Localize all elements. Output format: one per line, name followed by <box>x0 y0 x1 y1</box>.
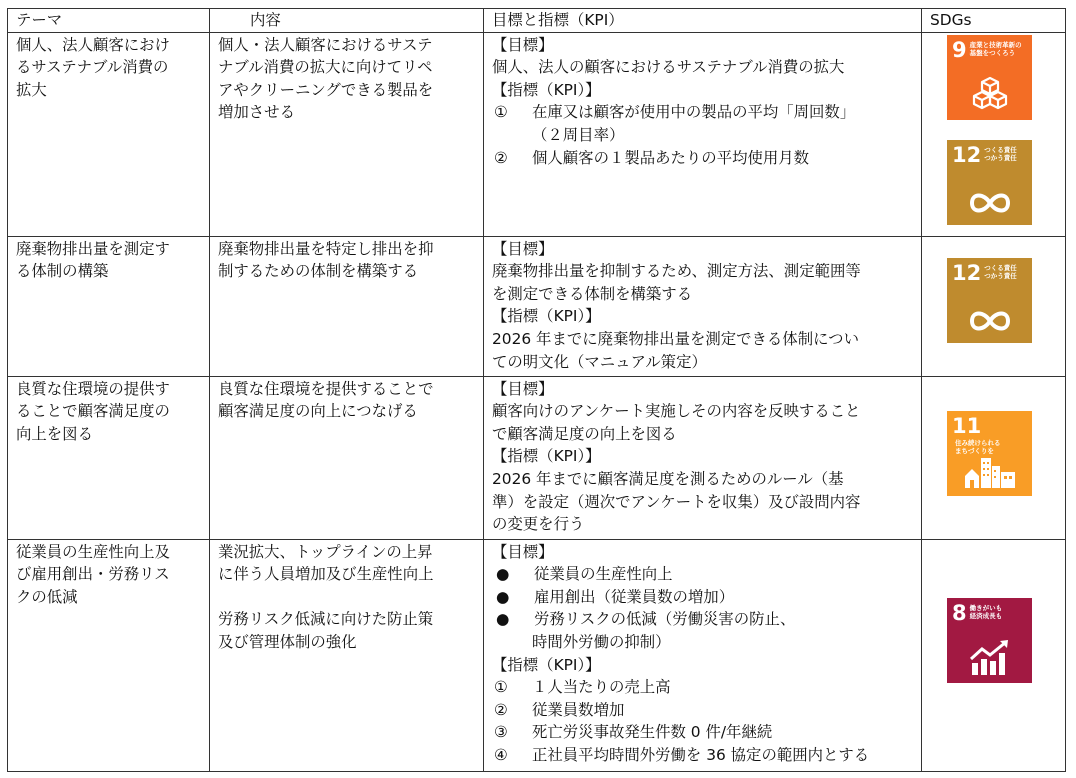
theme-cell <box>8 236 210 376</box>
kpi-text: 従業員数増加 <box>532 700 625 719</box>
bullet-text-continued: 時間外労働の抑制） <box>532 632 671 651</box>
kpi-marker: ① <box>494 678 508 697</box>
kpi-text: 準）を設定（週次でアンケートを収集）及び設問内容 <box>492 492 861 511</box>
content-line: 個人・法人顧客におけるサステ <box>218 35 433 54</box>
content-line: 廃棄物排出量を特定し排出を抑 <box>218 239 434 258</box>
goal-text: を測定できる体制を構築する <box>492 284 693 303</box>
content-line: 業況拡大、トップラインの上昇 <box>218 542 433 561</box>
theme-cell <box>8 32 210 236</box>
kpi-item <box>492 147 917 170</box>
theme-line: 拡大 <box>16 80 47 99</box>
kpi-item <box>492 101 917 124</box>
kpi-text: 正社員平均時間外労働を 36 協定の範囲内とする <box>532 745 870 764</box>
bullet-marker: ● <box>496 587 510 606</box>
table-row <box>8 539 1066 771</box>
header-sdgs: SDGs <box>922 9 1066 33</box>
content-line: 増加させる <box>218 103 295 122</box>
content-cell <box>210 376 484 539</box>
sdgs-cell <box>922 236 1066 376</box>
theme-cell <box>8 539 210 771</box>
kpi-label: 【指標（KPI）】 <box>492 80 601 99</box>
content-line: 労務リスク低減に向けた防止策 <box>218 610 434 629</box>
theme-line: 個人、法人顧客におけ <box>16 35 170 54</box>
kpi-label: 【指標（KPI）】 <box>492 307 601 326</box>
kpi-marker: ④ <box>494 745 508 764</box>
sdg-12-badge <box>947 140 1032 225</box>
kpi-item <box>492 699 917 722</box>
kpi-marker: ② <box>494 700 508 719</box>
kpi-marker: ② <box>494 148 508 167</box>
goal-cell <box>484 376 922 539</box>
content-cell <box>210 236 484 376</box>
infinity-icon <box>966 189 1014 217</box>
goal-label: 【目標】 <box>492 542 554 561</box>
sdg-number: 9 <box>952 37 967 62</box>
sdgs-cell <box>922 376 1066 539</box>
theme-line: 向上を図る <box>16 424 93 443</box>
content-line: に伴う人員増加及び生産性向上 <box>218 565 434 584</box>
kpi-marker: ③ <box>494 723 508 742</box>
kpi-text: 在庫又は顧客が使用中の製品の平均「周回数」 <box>532 103 856 122</box>
table-row <box>8 32 1066 236</box>
goal-bullet <box>492 563 917 586</box>
bullet-text: 従業員の生産性向上 <box>534 565 673 584</box>
content-cell <box>210 32 484 236</box>
kpi-text: １人当たりの売上高 <box>532 678 671 697</box>
goal-bullet <box>492 608 917 631</box>
theme-line: る体制の構築 <box>16 262 109 281</box>
sdg-number: 12 <box>952 260 982 285</box>
header-content: 内容 <box>210 9 484 33</box>
sdg-title: 産業と技術革新の 基盤をつくろう <box>969 40 1022 57</box>
theme-line: ることで顧客満足度の <box>16 402 170 421</box>
table-row <box>8 376 1066 539</box>
sdg-9-badge <box>947 35 1032 120</box>
growth-chart-icon <box>968 639 1012 675</box>
goal-cell <box>484 32 922 236</box>
content-line: 顧客満足度の向上につなげる <box>218 402 418 421</box>
goal-cell <box>484 236 922 376</box>
header-theme: テーマ <box>8 9 210 33</box>
sdg-number: 12 <box>952 142 982 167</box>
sdg-12-badge <box>947 258 1032 343</box>
goal-label: 【目標】 <box>492 379 554 398</box>
sdgs-cell <box>922 539 1066 771</box>
sdg-number: 8 <box>952 600 967 625</box>
goal-text: 個人、法人の顧客におけるサステナブル消費の拡大 <box>492 58 845 77</box>
table-row <box>8 236 1066 376</box>
kpi-text: 2026 年までに廃棄物排出量を測定できる体制につい <box>492 329 859 348</box>
content-line: アやクリーニングできる製品を <box>218 80 434 99</box>
header-goal: 目標と指標（KPI） <box>484 9 922 33</box>
goal-text: 廃棄物排出量を抑制するため、測定方法、測定範囲等 <box>492 262 861 281</box>
city-icon <box>963 454 1017 488</box>
goal-cell <box>484 539 922 771</box>
bullet-marker: ● <box>496 565 510 584</box>
sdgs-theme-table <box>7 8 1066 772</box>
content-line: ナブル消費の拡大に向けてリペ <box>218 58 433 77</box>
theme-line: 廃棄物排出量を測定す <box>16 239 170 258</box>
goal-text: 顧客向けのアンケート実施しその内容を反映すること <box>492 402 861 421</box>
content-line: 及び管理体制の強化 <box>218 632 357 651</box>
sdg-title: つくる責任 つかう責任 <box>984 145 1017 162</box>
content-cell <box>210 539 484 771</box>
theme-line: るサステナブル消費の <box>16 58 169 77</box>
kpi-text: 2026 年までに顧客満足度を測るためのルール（基 <box>492 469 844 488</box>
infinity-icon <box>966 307 1014 335</box>
sdg-title: 働きがいも 経済成長も <box>969 603 1003 620</box>
kpi-marker: ① <box>494 103 508 122</box>
sdg-number: 11 <box>952 413 982 438</box>
kpi-label: 【指標（KPI）】 <box>492 447 601 466</box>
kpi-item <box>492 744 917 767</box>
sdg-title: つくる責任 つかう責任 <box>984 263 1017 280</box>
bullet-marker: ● <box>496 610 510 629</box>
sdg-title: 住み続けられる まちづくりを <box>955 439 1001 456</box>
kpi-text: の変更を行う <box>492 515 585 534</box>
bullet-text: 労務リスクの低減（労働災害の防止、 <box>534 610 796 629</box>
theme-line: 良質な住環境の提供す <box>16 379 170 398</box>
content-line: 良質な住環境を提供することで <box>218 379 434 398</box>
header-row <box>8 9 1066 33</box>
kpi-text: 個人顧客の１製品あたりの平均使用月数 <box>532 148 810 167</box>
kpi-text: 死亡労災事故発生件数 0 件/年継続 <box>532 723 773 742</box>
kpi-text-continued: （２周目率） <box>532 125 625 144</box>
cubes-icon <box>970 76 1010 112</box>
sdgs-cell <box>922 32 1066 236</box>
kpi-item <box>492 721 917 744</box>
goal-text: で顧客満足度の向上を図る <box>492 424 677 443</box>
theme-line: 従業員の生産性向上及 <box>16 542 170 561</box>
kpi-text: ての明文化（マニュアル策定） <box>492 352 707 371</box>
bullet-text: 雇用創出（従業員数の増加） <box>534 587 735 606</box>
theme-cell <box>8 376 210 539</box>
kpi-label: 【指標（KPI）】 <box>492 655 601 674</box>
sdg-8-badge <box>947 598 1032 683</box>
theme-line: び雇用創出・労務リス <box>16 565 170 584</box>
goal-label: 【目標】 <box>492 239 554 258</box>
goal-bullet <box>492 586 917 609</box>
kpi-item <box>492 676 917 699</box>
content-line: 制するための体制を構築する <box>218 262 419 281</box>
sdg-11-badge <box>947 411 1032 496</box>
goal-label: 【目標】 <box>492 35 554 54</box>
theme-line: クの低減 <box>16 587 78 606</box>
